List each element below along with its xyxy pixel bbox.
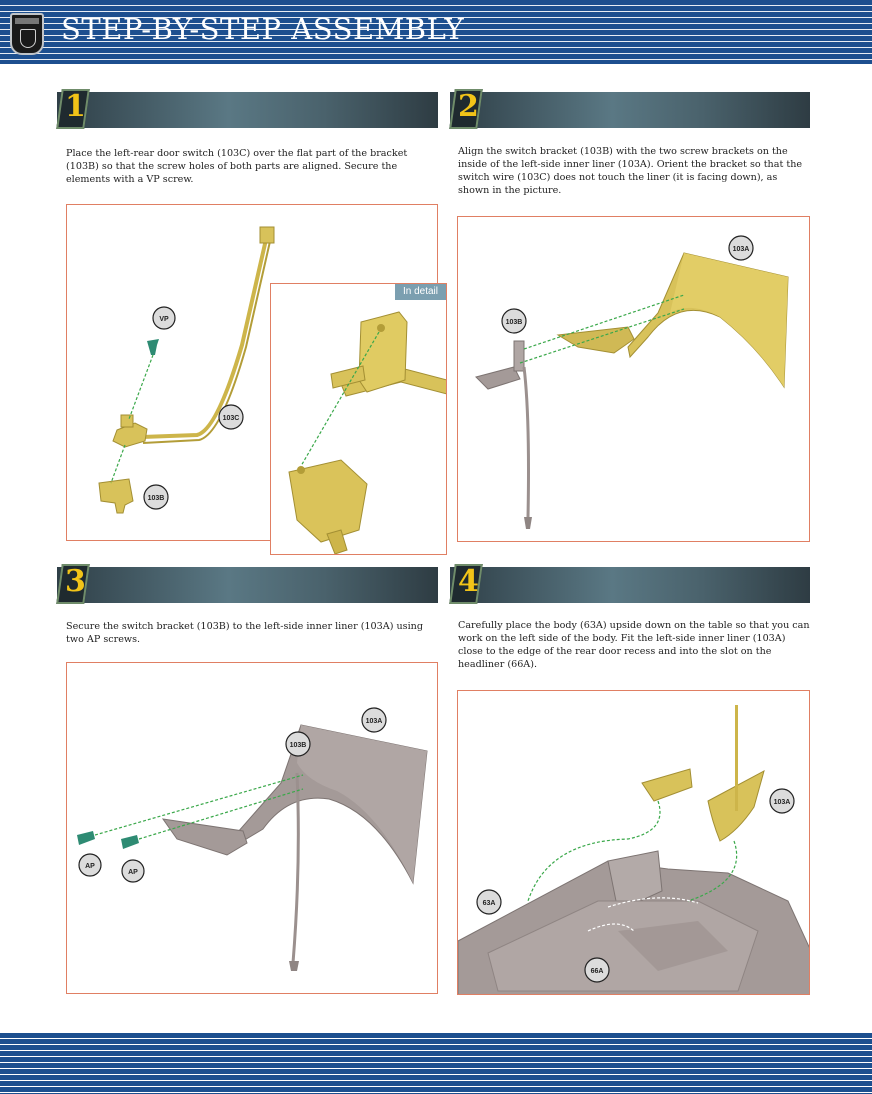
step-4-number: 4	[458, 564, 479, 599]
step-1-label-103b: 103B	[147, 495, 165, 502]
step-4-text: Carefully place the body (63A) upside down on the table so that you can work on the left side of the body. Fit the left-side inner liner (103A) close to the edge of the rear door recess and into the slot on the headliner (66A).	[458, 620, 810, 670]
step-2-illustration	[457, 216, 810, 542]
step-3-label-103b: 103B	[289, 742, 307, 749]
step-4-label-63a: 63A	[482, 900, 496, 907]
step-1-bar	[57, 89, 438, 128]
step-3-illustration	[66, 662, 438, 994]
step-4-illustration	[457, 690, 810, 995]
step-2-number: 2	[458, 89, 479, 124]
step-3-bar	[57, 564, 438, 603]
step-1-number: 1	[65, 89, 86, 124]
page-title: STEP-BY-STEP ASSEMBLY	[61, 12, 465, 46]
step-4-label-66a: 66A	[590, 968, 604, 975]
page-header	[0, 0, 872, 64]
step-3-text: Secure the switch bracket (103B) to the left-side inner liner (103A) using two AP screws.	[66, 621, 423, 645]
page-footer	[0, 1033, 872, 1094]
detail-label: In detail	[395, 284, 446, 300]
brand-badge-icon	[10, 13, 44, 55]
step-2-bar	[450, 89, 810, 128]
step-1-label-vp: VP	[159, 316, 169, 323]
step-1-label-103c: 103C	[222, 415, 240, 422]
step-3-label-ap-2: AP	[128, 869, 138, 876]
step-2-text: Align the switch bracket (103B) with the two screw brackets on the inside of the left-side inner liner (103A). Orient the bracket so that the switch wire (103C) does not touch the liner (it is facing down), as shown in the picture.	[458, 146, 803, 196]
step-3-label-103a: 103A	[365, 718, 383, 725]
step-1-text: Place the left-rear door switch (103C) over the flat part of the bracket (103B) so that the screw holes of both parts are aligned. Secure the elements with a VP screw.	[66, 148, 408, 185]
step-4-label-103a: 103A	[773, 799, 791, 806]
step-2-label-103a: 103A	[732, 246, 750, 253]
step-3-number: 3	[65, 564, 86, 599]
step-1-detail-inset	[270, 283, 447, 555]
step-3-label-ap-1: AP	[85, 863, 95, 870]
step-4-bar	[450, 564, 810, 603]
step-2-label-103b: 103B	[505, 319, 523, 326]
